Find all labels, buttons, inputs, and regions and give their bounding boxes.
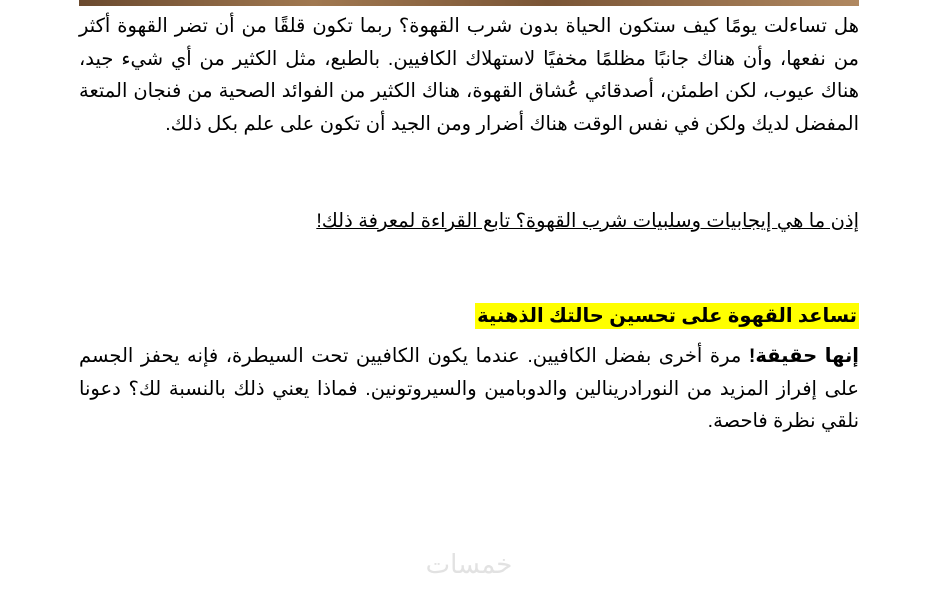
- intro-paragraph: هل تساءلت يومًا كيف ستكون الحياة بدون شرب القهوة؟ ربما تكون قلقًا من أن تضر القهوة أكثر من نفعها، وأن هناك جانبًا مظلمًا مخفيًا لاستهلاك الكافيين. بالطبع، مثل الكثير من أي شيء جيد، هناك عيوب، لكن اطمئن، أصدقائي عُشاق القهوة، هناك الكثير من الفوائد الصحية من فنجان المتعة المفضل لديك ولكن في نفس الوقت هناك أضرار ومن الجيد أن تكون على علم بكل ذلك.: [79, 15, 859, 135]
- article-header-image: [79, 0, 859, 6]
- watermark-logo: خمسات: [425, 550, 513, 580]
- question-link[interactable]: إذن ما هي إيجابيات وسلبيات شرب القهوة؟ تابع القراءة لمعرفة ذلك!: [316, 210, 859, 232]
- section-paragraph: [79, 340, 859, 438]
- article-body: [79, 10, 859, 438]
- section-heading-wrap: [79, 300, 859, 333]
- section-body: مرة أخرى بفضل الكافيين. عندما يكون الكافيين تحت السيطرة، فإنه يحفز الجسم على إفراز المزيد من النورادرينالين والدوبامين والسيروتونين. فماذا يعني ذلك بالنسبة لك؟ دعونا نلقي نظرة فاحصة.: [79, 345, 859, 432]
- section-lead: إنها حقيقة!: [748, 345, 859, 367]
- section-heading: تساعد القهوة على تحسين حالتك الذهنية: [477, 304, 857, 327]
